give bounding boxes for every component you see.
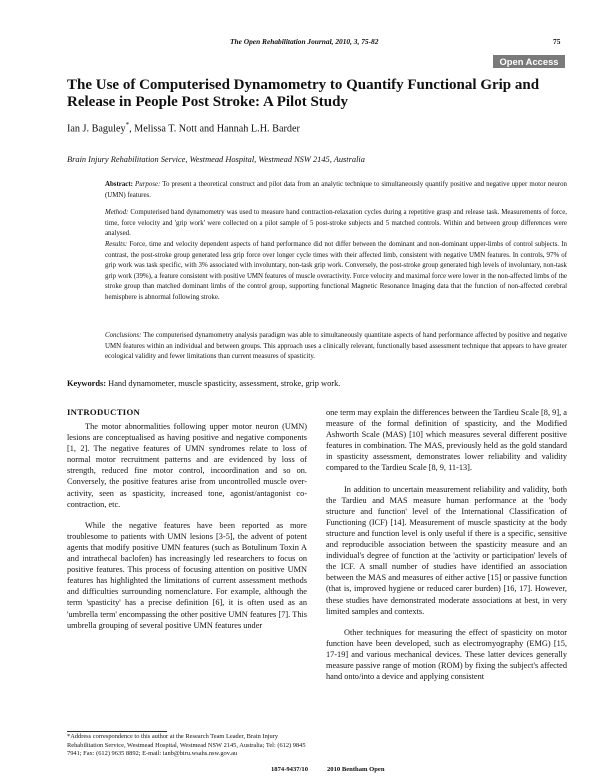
affiliation: Brain Injury Rehabilitation Service, Westmead Hospital, Westmead NSW 2145, Australia — [67, 155, 365, 164]
left-column — [67, 421, 307, 631]
introduction-heading: INTRODUCTION — [67, 407, 141, 417]
corresponding-mark: * — [125, 121, 130, 129]
corresponding-author: Ian J. Baguley — [67, 123, 126, 135]
open-access-badge: Open Access — [493, 55, 565, 68]
abstract-conclusions — [105, 331, 567, 363]
abstract-heading: Abstract: — [105, 181, 133, 188]
method-label: Method: — [105, 209, 129, 216]
abstract-method — [105, 208, 567, 240]
conclusions-label: Conclusions: — [105, 332, 142, 339]
journal-header: The Open Rehabilitation Journal, 2010, 3, 75-82 — [230, 37, 379, 46]
abstract-purpose — [105, 180, 567, 201]
intro-paragraph-2: While the negative features have been reported as more troublesome to patients with UMN lesions [3-5], the advent of potent agents that modify positive UMN features (such as Botulinum Toxin A and intrathecal baclofen) has increasingly led researchers to focus on positive features. This process of focusing attention on positive UMN features has highlighted the limitations of current assessment methods and difficulties surrounding nomenclature. For example, although the term 'spasticity' has a precise definition [6], it is often used as an 'umbrella term' encompassing the other positive UMN features [7]. This umbrella grouping of several positive UMN features under — [67, 520, 307, 630]
right-paragraph-1: one term may explain the differences between the Tardieu Scale [8, 9], a measure of the formal definition of spasticity, and the Modified Ashworth Scale (MAS) [10] which measures several different positive features in combination. The MAS, previously held as the gold standard in spasticity assessment, demonstrates lower reliability and validity compared to the Tardieu Scale [8, 9, 11-13]. — [326, 408, 567, 473]
keywords-label: Keywords: — [67, 379, 107, 388]
results-text: Force, time and velocity dependent aspects of hand performance did not differ between the dominant and non-dominant upper-limbs of control subjects. In contrast, the post-stroke group generated less grip force over longer cycle times with their affected limb, consistent with negative UMN features. In controls, 97% of grip work was task specific, with 3% associated with involuntary, non-task grip work. Conversely, the post-stroke group generated high levels of involuntary, non-task grip work (39%), a feature consistent with positive UMN features of muscle overactivity. Force velocity and maximal force were lower in the non-affected limbs of the stroke group than matched dominant limbs of the control group, supporting functional Magnetic Resonance Imaging data that the function of non-affected cerebral hemisphere is abnormal following stroke. — [105, 241, 567, 301]
keywords — [67, 379, 567, 388]
right-paragraph-2: In addition to uncertain measurement reliability and validity, both the Tardieu and MAS measure human performance at the 'body structure and function' level of the International Classification of Functioning (ICF) [14]. Measurement of muscle spasticity at the body structure and function level is only useful if there is a specific, sensitive and reproducible association between the spasticity measure and an individual's degree of function at the 'activity or participation' levels of the ICF. A small number of studies have identified an association between the MAS and measures of either active [15] or passive function (that is, improved hygiene or reduced carer burden) [16, 17]. However, these studies have demonstrated moderate associations at best, in very limited samples and contexts. — [326, 484, 567, 616]
keywords-text: Hand dynamometer, muscle spasticity, assessment, stroke, grip work. — [106, 379, 341, 388]
abstract-results — [105, 240, 567, 304]
intro-paragraph-1: The motor abnormalities following upper motor neuron (UMN) lesions are conceptualised as having positive and negative components [1, 2]. The negative features of UMN syndromes relate to loss of normal motor recruitment patterns and are evidenced by loss of strength, reduced fine motor control, incoordination and so on. Conversely, the positive features arise from uncontrolled muscle over-activity, seen as spasticity, increased tone, agonist/antagonist co-contraction, etc. — [67, 422, 307, 509]
right-column — [326, 407, 567, 682]
footnote-divider — [67, 731, 167, 732]
coauthors: , Melissa T. Nott and Hannah L.H. Barder — [129, 123, 300, 135]
paper-title: The Use of Computerised Dynamometry to Quantify Functional Grip and Release in People Post Stroke: A Pilot Study — [67, 77, 540, 110]
correspondence-footnote: *Address correspondence to this author at the Research Team Leader, Brain Injury Rehabilitation Service, Westmead Hospital, Westmead NSW 2145, Australia; Tel: (612) 9845 7941; Fax: (612) 9635 8892; E-mail: ianb@biru.wsahs.nsw.gov.au — [67, 733, 306, 758]
purpose-label: Purpose: — [135, 181, 161, 188]
footer-publisher: 2010 Bentham Open — [327, 766, 385, 773]
method-text: Computerised hand dynamometry was used to measure hand contraction-relaxation cycles during a repetitive grasp and release task. Measurements of force, time, force velocity and 'grip work' were collected on a pilot sample of 5 post-stroke subjects and 5 matched controls. Within and between group differences were analysed. — [105, 209, 567, 238]
right-paragraph-3: Other techniques for measuring the effect of spasticity on motor function have been developed, such as electromyography (EMG) [15, 17-19] and various mechanical devices. These latter devices generally measure passive range of motion (ROM) by fixing the subject's affected hand onto/into a device and applying consistent — [326, 627, 567, 682]
footer-issn: 1874-9437/10 — [271, 766, 308, 773]
page-number: 75 — [553, 37, 561, 46]
author-list — [67, 121, 300, 134]
purpose-text: To present a theoretical construct and pilot data from an analytic technique to simultaneously quantify positive and negative upper motor neuron (UMN) features. — [105, 181, 567, 199]
conclusions-text: The computerised dynamometry analysis paradigm was able to simultaneously quantitate aspects of hand performance affected by positive and negative UMN features within an individual and between groups. This approach uses a clinically relevant, functionally based assessment technique that appears to have greater ecological validity and fewer limitations than current measures of spasticity. — [105, 332, 567, 361]
results-label: Results: — [105, 241, 128, 248]
